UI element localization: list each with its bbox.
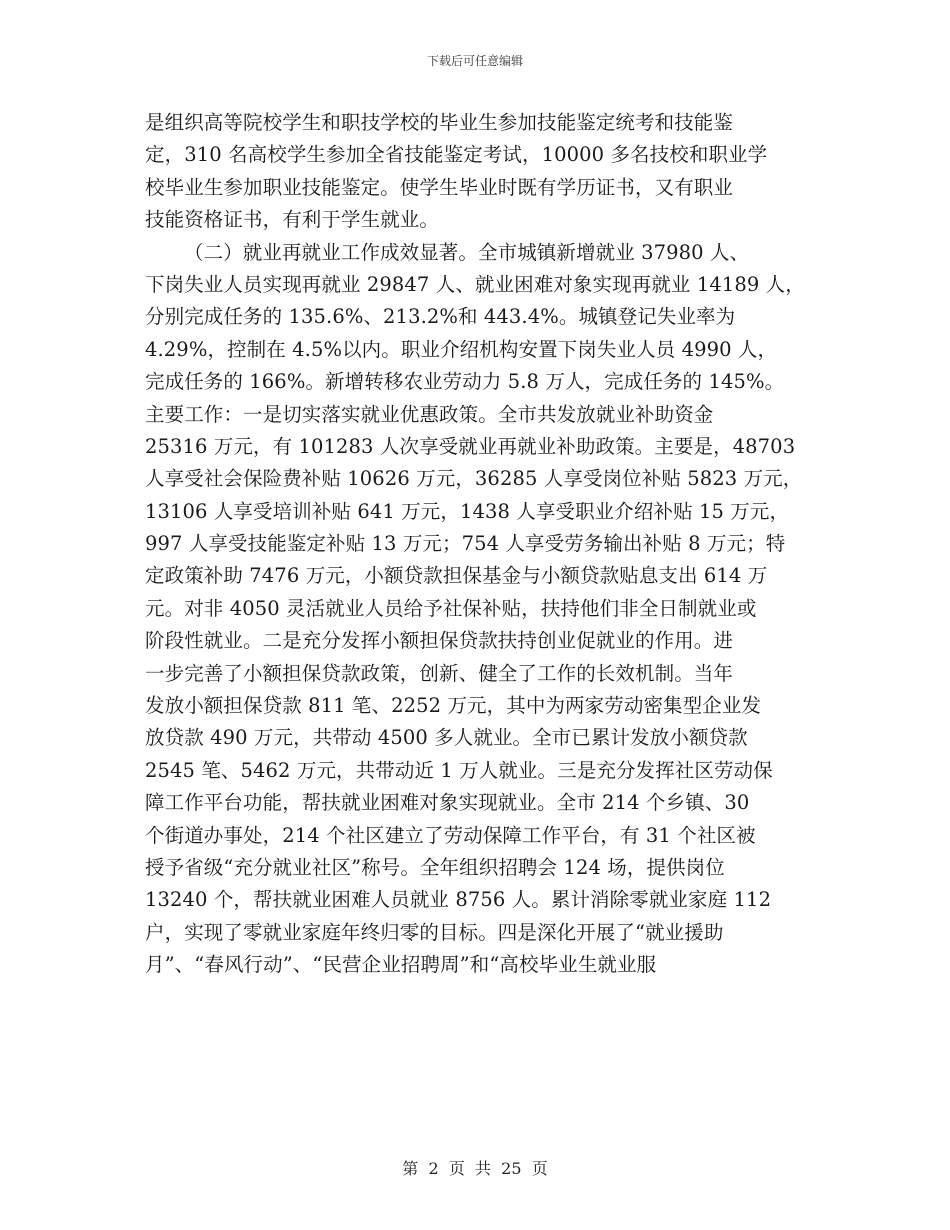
text-line: 主要工作：一是切实落实就业优惠政策。全市共发放就业补助资金 bbox=[145, 402, 714, 426]
text-line: 校毕业生参加职业技能鉴定。使学生毕业时既有学历证书，又有职业 bbox=[145, 175, 734, 199]
text-line: 阶段性就业。二是充分发挥小额担保贷款扶持创业促就业的作用。进 bbox=[145, 629, 734, 653]
document-body bbox=[145, 107, 845, 982]
text-line: 下岗失业人员实现再就业 29847 人、就业困难对象实现再就业 14189 人， bbox=[145, 272, 805, 296]
text-line: 户，实现了零就业家庭年终归零的目标。四是深化开展了“就业援助 bbox=[145, 920, 724, 944]
text-line: 障工作平台功能，帮扶就业困难对象实现就业。全市 214 个乡镇、30 bbox=[145, 791, 750, 815]
page-number-footer: 第 2 页 共 25 页 bbox=[402, 1159, 548, 1178]
text-line: 人享受社会保险费补贴 10626 万元，36285 人享受岗位补贴 5823 万元， bbox=[145, 467, 803, 491]
page-header: 下载后可任意编辑 bbox=[426, 54, 523, 68]
text-line: 13106 人享受培训补贴 641 万元，1438 人享受职业介绍补贴 15 万元， bbox=[145, 499, 790, 523]
text-line: 997 人享受技能鉴定补贴 13 万元；754 人享受劳务输出补贴 8 万元；特 bbox=[145, 532, 786, 556]
text-line: 是组织高等院校学生和职技学校的毕业生参加技能鉴定统考和技能鉴 bbox=[145, 111, 734, 134]
section-heading-line: （二）就业再就业工作成效显著。全市城镇新增就业 37980 人、 bbox=[184, 240, 750, 264]
text-line: 元。对非 4050 灵活就业人员给予社保补贴，扶持他们非全日制就业或 bbox=[145, 596, 757, 620]
text-line: 25316 万元，有 101283 人次享受就业再就业补助政策。主要是，48703 bbox=[145, 434, 796, 458]
text-line: 技能资格证书，有利于学生就业。 bbox=[145, 208, 440, 232]
text-line: 一步完善了小额担保贷款政策，创新、健全了工作的长效机制。当年 bbox=[145, 661, 734, 685]
text-line: 授予省级“充分就业社区”称号。全年组织招聘会 124 场，提供岗位 bbox=[145, 855, 725, 879]
text-line: 分别完成任务的 135.6%、213.2%和 443.4%。城镇登记失业率为 bbox=[145, 305, 736, 329]
text-line: 个街道办事处，214 个社区建立了劳动保障工作平台，有 31 个社区被 bbox=[145, 823, 756, 847]
text-line: 月”、“春风行动”、“民营企业招聘周”和“高校毕业生就业服 bbox=[145, 953, 657, 977]
text-line: 完成任务的 166%。新增转移农业劳动力 5.8 万人，完成任务的 145%。 bbox=[145, 370, 785, 394]
text-line: 4.29%，控制在 4.5%以内。职业介绍机构安置下岗失业人员 4990 人， bbox=[145, 337, 778, 361]
text-line: 发放小额担保贷款 811 笔、2252 万元，其中为两家劳动密集型企业发 bbox=[145, 694, 762, 718]
text-line: 定，310 名高校学生参加全省技能鉴定考试，10000 多名技校和职业学 bbox=[145, 143, 768, 167]
text-line: 放贷款 490 万元，共带动 4500 多人就业。全市已累计发放小额贷款 bbox=[145, 726, 748, 750]
text-line: 2545 笔、5462 万元，共带动近 1 万人就业。三是充分发挥社区劳动保 bbox=[145, 758, 773, 782]
text-line: 13240 个，帮扶就业困难人员就业 8756 人。累计消除零就业家庭 112 bbox=[145, 888, 772, 912]
text-line: 定政策补助 7476 万元，小额贷款担保基金与小额贷款贴息支出 614 万 bbox=[145, 564, 768, 588]
